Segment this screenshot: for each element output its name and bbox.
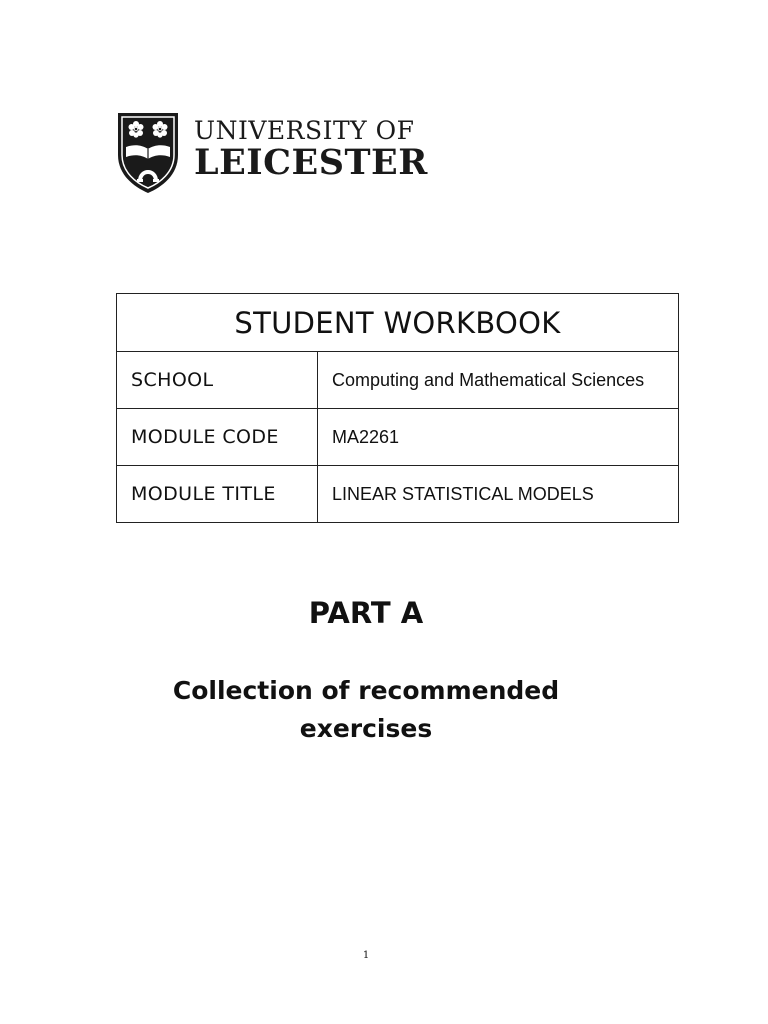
- subtitle-line-2: exercises: [299, 714, 433, 743]
- subtitle-line-1: Collection of recommended: [172, 676, 560, 705]
- document-subtitle: [0, 672, 750, 748]
- university-logo: [116, 111, 428, 195]
- module-code-value: MA2261: [318, 409, 679, 466]
- table-row: [117, 466, 679, 523]
- workbook-info-table: [116, 293, 679, 523]
- page-number: 1: [362, 950, 370, 961]
- module-title-value: LINEAR STATISTICAL MODELS: [318, 466, 679, 523]
- wordmark-line-2: LEICESTER: [194, 142, 428, 183]
- workbook-title: STUDENT WORKBOOK: [117, 294, 679, 352]
- wordmark-line-1: UNIVERSITY OF: [194, 116, 415, 145]
- table-row: [117, 352, 679, 409]
- school-label: SCHOOL: [117, 352, 318, 409]
- table-row: [117, 409, 679, 466]
- school-value: Computing and Mathematical Sciences: [318, 352, 679, 409]
- university-crest-icon: [116, 111, 180, 195]
- module-title-label: MODULE TITLE: [117, 466, 318, 523]
- university-wordmark: [194, 111, 428, 181]
- table-title-row: [117, 294, 679, 352]
- part-heading: PART A: [308, 596, 424, 630]
- module-code-label: MODULE CODE: [117, 409, 318, 466]
